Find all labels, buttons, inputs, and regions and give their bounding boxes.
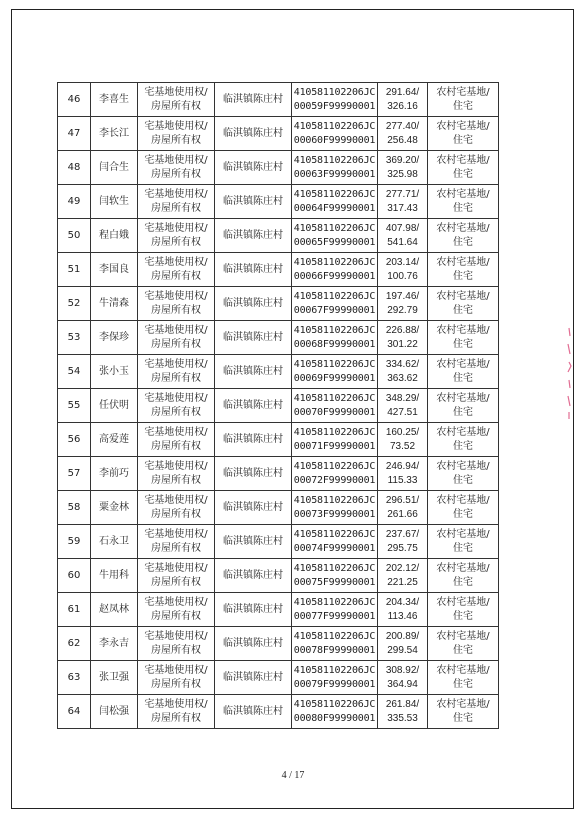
right-type-cell: 宅基地使用权/ 房屋所有权 — [138, 253, 215, 287]
land-use-cell: 农村宅基地/ 住宅 — [428, 695, 499, 729]
right-type-cell: 宅基地使用权/ 房屋所有权 — [138, 117, 215, 151]
location-cell: 临淇镇陈庄村 — [215, 525, 292, 559]
table-row — [58, 389, 499, 423]
row-number-cell: 57 — [58, 457, 91, 491]
land-use-cell: 农村宅基地/ 住宅 — [428, 457, 499, 491]
pink-scan-mark — [566, 326, 572, 421]
row-number-cell: 46 — [58, 83, 91, 117]
right-type-cell: 宅基地使用权/ 房屋所有权 — [138, 661, 215, 695]
land-use-cell: 农村宅基地/ 住宅 — [428, 219, 499, 253]
row-number-cell: 61 — [58, 593, 91, 627]
table-row — [58, 219, 499, 253]
right-type-cell: 宅基地使用权/ 房屋所有权 — [138, 525, 215, 559]
row-number-cell: 51 — [58, 253, 91, 287]
owner-name-cell: 李保珍 — [91, 321, 138, 355]
owner-name-cell: 李喜生 — [91, 83, 138, 117]
row-number-cell: 59 — [58, 525, 91, 559]
table-row — [58, 321, 499, 355]
right-type-cell: 宅基地使用权/ 房屋所有权 — [138, 321, 215, 355]
row-number-cell: 53 — [58, 321, 91, 355]
owner-name-cell: 牛用科 — [91, 559, 138, 593]
right-type-cell: 宅基地使用权/ 房屋所有权 — [138, 627, 215, 661]
location-cell: 临淇镇陈庄村 — [215, 627, 292, 661]
unit-code-cell: 410581102206JC 00060F99990001 — [292, 117, 378, 151]
unit-code-cell: 410581102206JC 00074F99990001 — [292, 525, 378, 559]
location-cell: 临淇镇陈庄村 — [215, 321, 292, 355]
unit-code-cell: 410581102206JC 00067F99990001 — [292, 287, 378, 321]
row-number-cell: 55 — [58, 389, 91, 423]
area-cell: 308.92/ 364.94 — [378, 661, 428, 695]
right-type-cell: 宅基地使用权/ 房屋所有权 — [138, 695, 215, 729]
owner-name-cell: 张小玉 — [91, 355, 138, 389]
location-cell: 临淇镇陈庄村 — [215, 253, 292, 287]
area-cell: 202.12/ 221.25 — [378, 559, 428, 593]
location-cell: 临淇镇陈庄村 — [215, 287, 292, 321]
table-row — [58, 117, 499, 151]
owner-name-cell: 程白娥 — [91, 219, 138, 253]
location-cell: 临淇镇陈庄村 — [215, 355, 292, 389]
location-cell: 临淇镇陈庄村 — [215, 457, 292, 491]
location-cell: 临淇镇陈庄村 — [215, 219, 292, 253]
owner-name-cell: 闫松强 — [91, 695, 138, 729]
area-cell: 277.71/ 317.43 — [378, 185, 428, 219]
row-number-cell: 56 — [58, 423, 91, 457]
right-type-cell: 宅基地使用权/ 房屋所有权 — [138, 355, 215, 389]
area-cell: 261.84/ 335.53 — [378, 695, 428, 729]
area-cell: 237.67/ 295.75 — [378, 525, 428, 559]
area-cell: 291.64/ 326.16 — [378, 83, 428, 117]
area-cell: 348.29/ 427.51 — [378, 389, 428, 423]
land-use-cell: 农村宅基地/ 住宅 — [428, 559, 499, 593]
area-cell: 226.88/ 301.22 — [378, 321, 428, 355]
row-number-cell: 52 — [58, 287, 91, 321]
row-number-cell: 47 — [58, 117, 91, 151]
unit-code-cell: 410581102206JC 00071F99990001 — [292, 423, 378, 457]
area-cell: 197.46/ 292.79 — [378, 287, 428, 321]
unit-code-cell: 410581102206JC 00077F99990001 — [292, 593, 378, 627]
table-row — [58, 253, 499, 287]
land-use-cell: 农村宅基地/ 住宅 — [428, 423, 499, 457]
area-cell: 246.94/ 115.33 — [378, 457, 428, 491]
land-use-cell: 农村宅基地/ 住宅 — [428, 117, 499, 151]
owner-name-cell: 闫合生 — [91, 151, 138, 185]
right-type-cell: 宅基地使用权/ 房屋所有权 — [138, 559, 215, 593]
land-use-cell: 农村宅基地/ 住宅 — [428, 321, 499, 355]
table-row — [58, 151, 499, 185]
table-row — [58, 355, 499, 389]
owner-name-cell: 牛清森 — [91, 287, 138, 321]
unit-code-cell: 410581102206JC 00065F99990001 — [292, 219, 378, 253]
land-use-cell: 农村宅基地/ 住宅 — [428, 83, 499, 117]
owner-name-cell: 张卫强 — [91, 661, 138, 695]
property-rights-table — [57, 82, 499, 729]
land-use-cell: 农村宅基地/ 住宅 — [428, 389, 499, 423]
land-use-cell: 农村宅基地/ 住宅 — [428, 661, 499, 695]
right-type-cell: 宅基地使用权/ 房屋所有权 — [138, 457, 215, 491]
row-number-cell: 58 — [58, 491, 91, 525]
location-cell: 临淇镇陈庄村 — [215, 117, 292, 151]
location-cell: 临淇镇陈庄村 — [215, 185, 292, 219]
unit-code-cell: 410581102206JC 00063F99990001 — [292, 151, 378, 185]
table-row — [58, 559, 499, 593]
owner-name-cell: 赵凤林 — [91, 593, 138, 627]
right-type-cell: 宅基地使用权/ 房屋所有权 — [138, 491, 215, 525]
owner-name-cell: 石永卫 — [91, 525, 138, 559]
unit-code-cell: 410581102206JC 00079F99990001 — [292, 661, 378, 695]
owner-name-cell: 闫软生 — [91, 185, 138, 219]
right-type-cell: 宅基地使用权/ 房屋所有权 — [138, 83, 215, 117]
table-row — [58, 525, 499, 559]
land-use-cell: 农村宅基地/ 住宅 — [428, 185, 499, 219]
owner-name-cell: 高爱莲 — [91, 423, 138, 457]
table-row — [58, 83, 499, 117]
land-use-cell: 农村宅基地/ 住宅 — [428, 253, 499, 287]
row-number-cell: 54 — [58, 355, 91, 389]
row-number-cell: 64 — [58, 695, 91, 729]
table-row — [58, 457, 499, 491]
land-use-cell: 农村宅基地/ 住宅 — [428, 525, 499, 559]
owner-name-cell: 李长江 — [91, 117, 138, 151]
location-cell: 临淇镇陈庄村 — [215, 423, 292, 457]
row-number-cell: 60 — [58, 559, 91, 593]
table-row — [58, 491, 499, 525]
land-use-cell: 农村宅基地/ 住宅 — [428, 593, 499, 627]
area-cell: 200.89/ 299.54 — [378, 627, 428, 661]
owner-name-cell: 任伏明 — [91, 389, 138, 423]
unit-code-cell: 410581102206JC 00068F99990001 — [292, 321, 378, 355]
unit-code-cell: 410581102206JC 00073F99990001 — [292, 491, 378, 525]
table-row — [58, 423, 499, 457]
location-cell: 临淇镇陈庄村 — [215, 593, 292, 627]
right-type-cell: 宅基地使用权/ 房屋所有权 — [138, 151, 215, 185]
land-use-cell: 农村宅基地/ 住宅 — [428, 287, 499, 321]
location-cell: 临淇镇陈庄村 — [215, 389, 292, 423]
area-cell: 203.14/ 100.76 — [378, 253, 428, 287]
table-row — [58, 695, 499, 729]
unit-code-cell: 410581102206JC 00078F99990001 — [292, 627, 378, 661]
owner-name-cell: 李前巧 — [91, 457, 138, 491]
owner-name-cell: 粟金林 — [91, 491, 138, 525]
row-number-cell: 50 — [58, 219, 91, 253]
right-type-cell: 宅基地使用权/ 房屋所有权 — [138, 593, 215, 627]
unit-code-cell: 410581102206JC 00059F99990001 — [292, 83, 378, 117]
owner-name-cell: 李国良 — [91, 253, 138, 287]
unit-code-cell: 410581102206JC 00072F99990001 — [292, 457, 378, 491]
row-number-cell: 63 — [58, 661, 91, 695]
table-row — [58, 627, 499, 661]
land-use-cell: 农村宅基地/ 住宅 — [428, 627, 499, 661]
right-type-cell: 宅基地使用权/ 房屋所有权 — [138, 389, 215, 423]
table-row — [58, 185, 499, 219]
table-row — [58, 593, 499, 627]
location-cell: 临淇镇陈庄村 — [215, 151, 292, 185]
area-cell: 204.34/ 113.46 — [378, 593, 428, 627]
location-cell: 临淇镇陈庄村 — [215, 83, 292, 117]
table-row — [58, 287, 499, 321]
location-cell: 临淇镇陈庄村 — [215, 695, 292, 729]
row-number-cell: 49 — [58, 185, 91, 219]
area-cell: 277.40/ 256.48 — [378, 117, 428, 151]
unit-code-cell: 410581102206JC 00064F99990001 — [292, 185, 378, 219]
owner-name-cell: 李永吉 — [91, 627, 138, 661]
right-type-cell: 宅基地使用权/ 房屋所有权 — [138, 287, 215, 321]
area-cell: 160.25/ 73.52 — [378, 423, 428, 457]
page-number: 4 / 17 — [281, 770, 305, 781]
location-cell: 临淇镇陈庄村 — [215, 661, 292, 695]
unit-code-cell: 410581102206JC 00069F99990001 — [292, 355, 378, 389]
right-type-cell: 宅基地使用权/ 房屋所有权 — [138, 219, 215, 253]
location-cell: 临淇镇陈庄村 — [215, 491, 292, 525]
table-row — [58, 661, 499, 695]
area-cell: 334.62/ 363.62 — [378, 355, 428, 389]
location-cell: 临淇镇陈庄村 — [215, 559, 292, 593]
row-number-cell: 48 — [58, 151, 91, 185]
land-use-cell: 农村宅基地/ 住宅 — [428, 355, 499, 389]
area-cell: 296.51/ 261.66 — [378, 491, 428, 525]
unit-code-cell: 410581102206JC 00080F99990001 — [292, 695, 378, 729]
land-use-cell: 农村宅基地/ 住宅 — [428, 491, 499, 525]
area-cell: 407.98/ 541.64 — [378, 219, 428, 253]
row-number-cell: 62 — [58, 627, 91, 661]
right-type-cell: 宅基地使用权/ 房屋所有权 — [138, 423, 215, 457]
unit-code-cell: 410581102206JC 00070F99990001 — [292, 389, 378, 423]
unit-code-cell: 410581102206JC 00075F99990001 — [292, 559, 378, 593]
area-cell: 369.20/ 325.98 — [378, 151, 428, 185]
land-use-cell: 农村宅基地/ 住宅 — [428, 151, 499, 185]
right-type-cell: 宅基地使用权/ 房屋所有权 — [138, 185, 215, 219]
unit-code-cell: 410581102206JC 00066F99990001 — [292, 253, 378, 287]
